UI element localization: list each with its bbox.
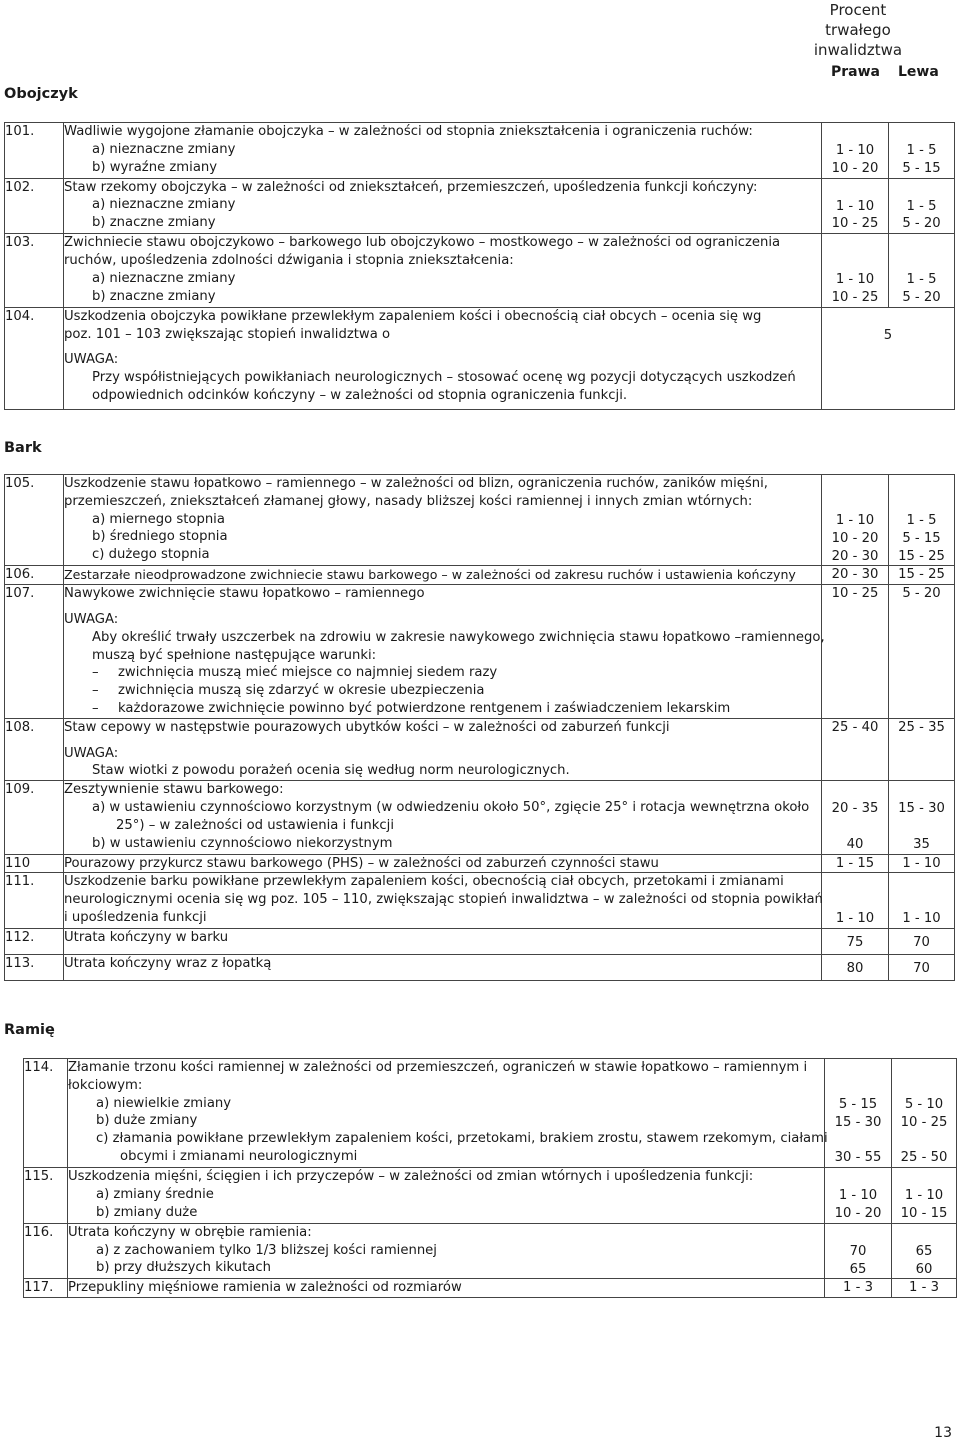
value-right: 20 - 30 — [822, 566, 889, 585]
row-sub-a: a) miernego stopnia — [92, 511, 225, 527]
note-line-2: muszą być spełnione następujące warunki: — [92, 647, 377, 663]
table-row — [5, 475, 955, 566]
table-row — [5, 123, 955, 179]
table-row — [5, 234, 955, 308]
row-text-line-1: Uszkodzenie barku powikłane przewlekłym zapaleniem kości, obecnością ciał obcych, przetokami i zmianami — [64, 874, 784, 890]
value-right-a: 1 - 10 — [838, 1188, 878, 1204]
value-right-c: 30 - 55 — [834, 1150, 882, 1166]
value-left-a: 5 - 10 — [904, 1097, 944, 1112]
section-title-bark: Bark — [4, 440, 42, 456]
section-title-ramie: Ramię — [4, 1022, 55, 1038]
row-sub-c-line-2: obcymi i zmianami neurologicznymi — [120, 1148, 358, 1164]
row-number: 112. — [5, 929, 64, 955]
row-sub-a: a) zmiany średnie — [96, 1186, 214, 1202]
value-right-b: 10 - 25 — [831, 289, 879, 305]
section-title-obojczyk: Obojczyk — [4, 86, 78, 102]
row-text-line-1: Uszkodzenia obojczyka powikłane przewlekłym zapaleniem kości i obecnością ciał obcych – ocenia się wg — [64, 308, 762, 324]
table-ramie — [23, 1058, 957, 1298]
value-right-a: 20 - 35 — [831, 801, 879, 817]
row-text-line-1: Uszkodzenie stawu łopatkowo – ramiennego – w zależności od blizn, ograniczenia ruchów, zaników mięśni, — [64, 476, 768, 491]
value-right: 1 - 10 — [835, 911, 875, 927]
row-text: Staw rzekomy obojczyka – w zależności od zniekształceń, przemieszczeń, upośledzenia funkcji kończyny: — [64, 179, 758, 195]
row-text: Utrata kończyny w obrębie ramienia: — [68, 1224, 312, 1240]
value-left: 5 - 20 — [902, 586, 941, 602]
note-line-1: Przy współistniejących powikłaniach neurologicznych – stosować ocenę wg pozycji dotyczących uszkodzeń — [92, 370, 796, 386]
row-text-line-2: łokciowym: — [68, 1077, 143, 1093]
row-sub-b: b) zmiany duże — [96, 1204, 198, 1220]
value-left-a: 65 — [915, 1243, 933, 1259]
value-left: 25 - 35 — [898, 719, 945, 735]
table-row — [5, 955, 955, 981]
table-row — [5, 854, 955, 873]
row-number: 116. — [24, 1223, 68, 1279]
row-number: 109. — [5, 781, 64, 854]
table-row — [24, 1279, 957, 1298]
value-left: 70 — [913, 961, 930, 977]
value-left-b: 5 - 20 — [902, 216, 941, 232]
condition-item: – zwichnięcia muszą mieć miejsce co najmniej siedem razy — [92, 665, 498, 681]
table-row — [5, 718, 955, 780]
row-sub-c-line-1: c) złamania powikłane przewlekłym zapaleniem kości, przetokami, brakiem zrostu, stawem rzekomym, ciałami — [96, 1131, 828, 1147]
condition-item: – zwichnięcia muszą się zdarzyć w okresie ubezpieczenia — [92, 683, 485, 699]
value-left-a: 1 - 10 — [904, 1188, 944, 1204]
row-number: 103. — [5, 234, 64, 308]
value-left: 1 - 10 — [902, 911, 941, 927]
row-text: Utrata kończyny w barku — [64, 930, 229, 946]
table-row — [5, 566, 955, 585]
row-number: 101. — [5, 123, 64, 179]
note-line-1: Staw wiotki z powodu porażeń ocenia się według norm neurologicznych. — [92, 763, 570, 779]
page-number: 13 — [934, 1425, 952, 1441]
row-sub-a-line-2: 25°) – w zależności od ustawienia i funkcji — [116, 817, 394, 833]
table-row — [24, 1223, 957, 1279]
row-sub-a: a) nieznaczne zmiany — [92, 197, 236, 213]
value-left-c: 25 - 50 — [900, 1150, 948, 1166]
value-left-b: 60 — [915, 1261, 933, 1277]
row-sub-b: b) wyraźne zmiany — [92, 159, 218, 175]
row-sub-a: a) nieznaczne zmiany — [92, 270, 236, 286]
value-right-b: 15 - 30 — [834, 1114, 882, 1130]
value-right-b: 10 - 20 — [831, 530, 879, 546]
value-left-b: 35 — [913, 836, 930, 852]
value-right-a: 5 - 15 — [838, 1097, 878, 1112]
row-text: Nawykowe zwichnięcie stawu łopatkowo – ramiennego — [64, 586, 425, 602]
row-text: Uszkodzenia mięśni, ścięgien i ich przyczepów – w zależności od zmian wtórnych i upośledzenia funkcji: — [68, 1169, 754, 1185]
row-text-line-1: Złamanie trzonu kości ramiennej w zależności od przemieszczeń, ograniczeń w stawie łopatkowo – ramiennym i — [68, 1060, 808, 1075]
row-sub-c: c) dużego stopnia — [92, 547, 210, 563]
value-left-b: 5 - 15 — [902, 530, 941, 546]
value-right-b: 40 — [846, 836, 864, 852]
row-number: 102. — [5, 178, 64, 234]
row-number: 108. — [5, 718, 64, 780]
row-number: 105. — [5, 475, 64, 566]
row-number: 113. — [5, 955, 64, 981]
percent-header-line-3: inwalidztwa — [813, 41, 903, 59]
row-number: 115. — [24, 1168, 68, 1224]
row-sub-a: a) nieznaczne zmiany — [92, 141, 236, 157]
row-text: Przepukliny mięśniowe ramienia w zależności od rozmiarów — [68, 1280, 462, 1296]
value-both: 5 — [883, 327, 893, 343]
value-right-a: 1 - 10 — [835, 198, 875, 214]
percent-header-line-1: Procent — [829, 1, 887, 19]
value-right-b: 65 — [849, 1261, 867, 1277]
row-text-line-2: poz. 101 – 103 zwiększając stopień inwalidztwa o — [64, 326, 391, 342]
row-sub-a-line-1: a) w ustawieniu czynnościowo korzystnym (w odwiedzeniu około 50°, zgięcie 25° i rotacja wewnętrzna około — [92, 799, 810, 815]
note-line-1: Aby określić trwały uszczerbek na zdrowiu w zakresie nawykowego zwichnięcia stawu łopatkowo –ramiennego, — [92, 629, 825, 645]
table-row — [5, 929, 955, 955]
note-label: UWAGA: — [64, 745, 119, 761]
value-left-a: 1 - 5 — [906, 272, 937, 288]
row-number: 107. — [5, 585, 64, 719]
row-text-line-1: Zwichniecie stawu obojczykowo – barkowego lub obojczykowo – mostkowego – w zależności od ograniczenia — [64, 235, 781, 251]
table-row — [5, 873, 955, 929]
row-text: Utrata kończyny wraz z łopatką — [64, 956, 272, 972]
row-text: Zestarzałe nieodprowadzone zwichniecie stawu barkowego – w zależności od zakresu ruchów i ustawienia kończyny — [64, 567, 796, 583]
row-number: 106. — [5, 566, 64, 585]
row-number: 110 — [5, 854, 64, 873]
row-number: 111. — [5, 873, 64, 929]
value-right-a: 70 — [849, 1243, 867, 1259]
value-left-b: 10 - 15 — [900, 1205, 948, 1221]
row-text: Pourazowy przykurcz stawu barkowego (PHS) – w zależności od zaburzeń czynności stawu — [64, 855, 659, 871]
row-sub-a: a) niewielkie zmiany — [96, 1095, 232, 1111]
value-left-a: 1 - 5 — [906, 198, 937, 214]
column-header-left: Lewa — [898, 64, 939, 80]
table-obojczyk — [4, 122, 955, 410]
row-text-line-2: neurologicznymi ocenia się wg poz. 105 – 110, zwiększając stopień inwalidztwa – w zależności od stopnia powikłań — [64, 892, 823, 908]
value-right: 75 — [846, 935, 864, 951]
value-left-b: 10 - 25 — [900, 1114, 948, 1130]
value-right-b: 10 - 20 — [831, 160, 879, 176]
condition-item: – każdorazowe zwichnięcie powinno być potwierdzone rentgenem i zaświadczeniem lekarskim — [92, 700, 731, 716]
value-left: 15 - 25 — [889, 566, 955, 585]
value-left-c: 15 - 25 — [898, 548, 945, 564]
row-text: Zesztywnienie stawu barkowego: — [64, 782, 284, 798]
row-text-line-2: przemieszczeń, zniekształceń złamanej głowy, nasady bliższej kości ramiennej i innych zmian wtórnych: — [64, 493, 753, 509]
row-sub-b: b) przy dłuższych kikutach — [96, 1260, 271, 1276]
row-number: 104. — [5, 307, 64, 409]
row-sub-a: a) z zachowaniem tylko 1/3 bliższej kości ramiennej — [96, 1242, 437, 1258]
row-text: Wadliwie wygojone złamanie obojczyka – w zależności od stopnia zniekształcenia i ograniczenia ruchów: — [64, 124, 753, 139]
table-row — [24, 1168, 957, 1224]
table-row — [5, 781, 955, 854]
value-left: 70 — [913, 935, 930, 951]
table-row — [5, 178, 955, 234]
value-left: 1 - 10 — [889, 854, 955, 873]
value-right-a: 1 - 10 — [835, 513, 875, 528]
value-right-a: 1 - 10 — [835, 143, 875, 158]
note-label: UWAGA: — [64, 352, 119, 368]
value-left-a: 1 - 5 — [906, 143, 937, 158]
row-sub-b: b) znaczne zmiany — [92, 215, 216, 231]
table-row — [5, 585, 955, 719]
column-header-right: Prawa — [831, 64, 880, 80]
value-right-b: 10 - 25 — [831, 216, 879, 232]
value-right-c: 20 - 30 — [831, 548, 879, 564]
table-row — [24, 1059, 957, 1168]
row-text-line-2: ruchów, upośledzenia zdolności dźwigania i stopnia zniekształcenia: — [64, 252, 514, 268]
row-text-line-3: i upośledzenia funkcji — [64, 909, 207, 925]
row-text: Staw cepowy w następstwie pourazowych ubytków kości – w zależności od zaburzeń funkcji — [64, 719, 670, 735]
row-sub-b: b) w ustawieniu czynnościowo niekorzystnym — [92, 835, 393, 851]
value-right-b: 10 - 20 — [834, 1205, 882, 1221]
percent-header-line-2: trwałego — [825, 21, 891, 39]
value-left-a: 1 - 5 — [906, 513, 937, 528]
value-left-a: 15 - 30 — [898, 801, 945, 817]
value-right: 1 - 15 — [822, 854, 889, 873]
value-right: 25 - 40 — [831, 719, 879, 735]
value-left: 1 - 3 — [892, 1279, 957, 1298]
row-sub-b: b) średniego stopnia — [92, 529, 228, 545]
value-right: 1 - 3 — [825, 1279, 892, 1298]
value-right: 10 - 25 — [831, 586, 879, 602]
table-bark — [4, 474, 955, 981]
note-line-2: odpowiednich odcinków kończyny – w zależności od stopnia ograniczenia funkcji. — [92, 387, 628, 403]
value-left-b: 5 - 15 — [902, 160, 941, 176]
value-right: 80 — [846, 961, 864, 977]
row-number: 114. — [24, 1059, 68, 1168]
row-sub-b: b) duże zmiany — [96, 1113, 198, 1129]
table-row — [5, 307, 955, 409]
row-sub-b: b) znaczne zmiany — [92, 288, 216, 304]
note-label: UWAGA: — [64, 611, 119, 627]
percent-header — [798, 0, 918, 60]
row-number: 117. — [24, 1279, 68, 1298]
value-left-b: 5 - 20 — [902, 289, 941, 305]
value-right-a: 1 - 10 — [835, 272, 875, 288]
